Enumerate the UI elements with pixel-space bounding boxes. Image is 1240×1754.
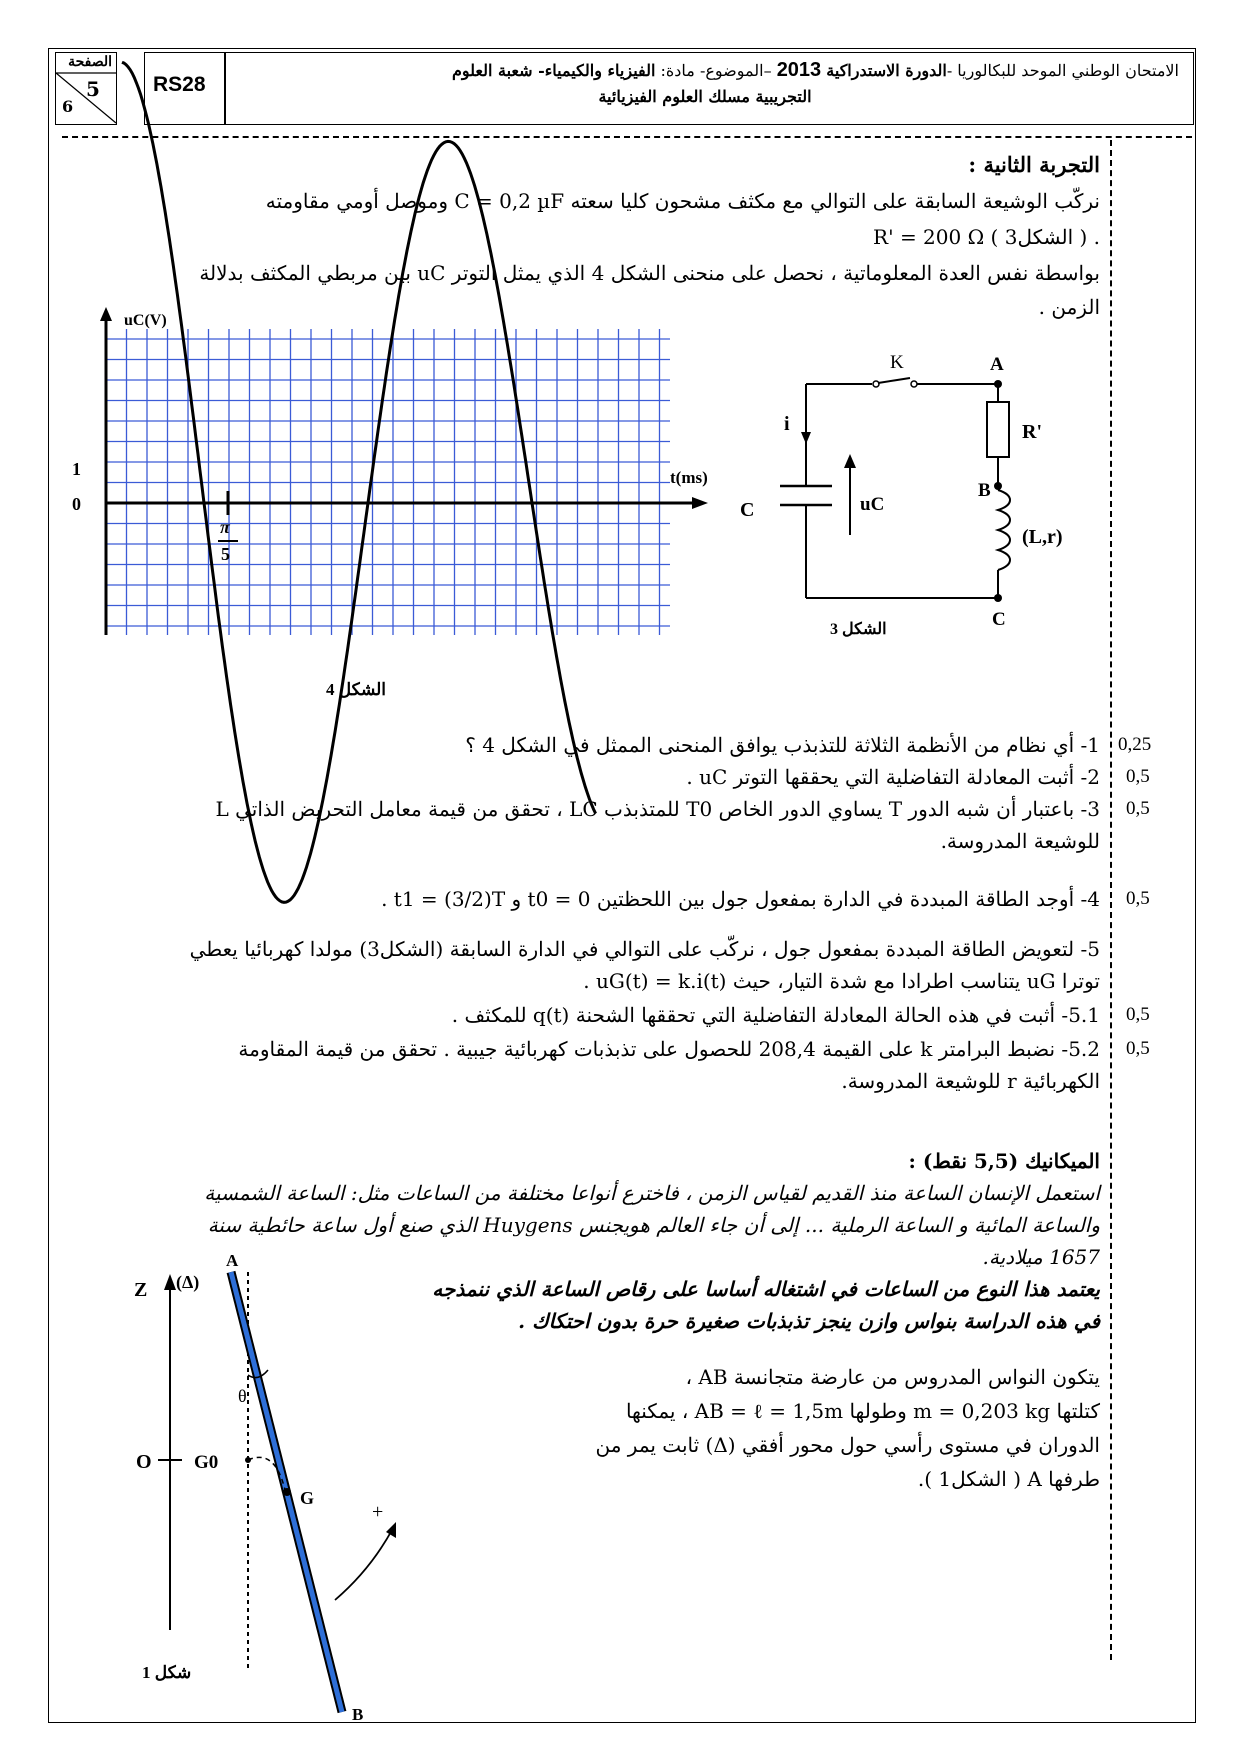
- uC-arrow-head: [844, 454, 856, 468]
- mechanics-desc-line2: كتلتها m = 0,203 kg وطولها AB = ℓ = 1,5m ، يمكنها: [625, 1399, 1100, 1423]
- mechanics-intro-line1: استعمل الإنسان الساعة منذ القديم لقياس الزمن ، فاخترع أنواعا مختلفة من الساعات مثل: الساعة الشمسية: [204, 1181, 1100, 1205]
- figure1-pendulum: [130, 1250, 550, 1724]
- exam-session: الدورة الاستدراكية: [826, 61, 947, 80]
- exam-code-box: [144, 52, 226, 125]
- experiment-para2-line2: الزمن .: [1038, 295, 1100, 319]
- resistor-R: [987, 402, 1009, 457]
- switch-contact-right: [911, 381, 917, 387]
- question-score: 0,5: [1126, 766, 1150, 787]
- page-number-diagonal: [56, 73, 116, 125]
- question-text: 5.2- نضبط البرامتر k على القيمة 208,4 للحصول على تذبذبات كهربائية جيبية . تحقق من قيمة المقاومة: [238, 1037, 1100, 1061]
- Z-axis-arrow: [164, 1274, 176, 1290]
- label-theta: θ: [238, 1386, 247, 1406]
- figure4-chart: [70, 305, 720, 715]
- question-score: 0,25: [1118, 734, 1152, 755]
- label-A: A: [990, 354, 1004, 375]
- exam-code: RS28: [153, 73, 206, 96]
- question-score: 0,5: [1126, 1038, 1150, 1059]
- question-text: 4- أوجد الطاقة المبددة في الدارة بمفعول جول بين اللحظتين t0 = 0 و t1 = (3/2)T .: [381, 887, 1100, 911]
- margin-separator: [1110, 140, 1112, 1660]
- label-C-cap: C: [740, 499, 755, 521]
- question-score: 0,5: [1126, 888, 1150, 909]
- mechanics-desc-line4: طرفها A ( الشكل1 ).: [917, 1467, 1100, 1491]
- label-i: i: [784, 413, 790, 435]
- exam-title-line1: [452, 59, 1179, 82]
- figure3-circuit: [730, 340, 1100, 645]
- page-label: الصفحة: [68, 54, 112, 70]
- label-C-node: C: [992, 609, 1006, 630]
- mechanics-title: الميكانيك (5,5 نقط) :: [908, 1149, 1100, 1173]
- label-B: B: [978, 480, 991, 501]
- label-uC: uC: [860, 494, 885, 515]
- question-text: 5- لتعويض الطاقة المبددة بمفعول جول ، نركّب على التوالي في الدارة السابقة (الشكل3) مولدا كهربائيا يعطي: [189, 937, 1100, 961]
- question-text: توترا uG يتناسب اطرادا مع شدة التيار، حيث uG(t) = k.i(t) .: [583, 969, 1100, 993]
- rotation-arrow-head: [386, 1522, 396, 1538]
- label-G: G: [300, 1488, 315, 1508]
- node-B: [994, 482, 1002, 490]
- mechanics-model-line2: في هذه الدراسة بنواس وازن ينجز تذبذبات صغيرة حرة بدون احتكاك .: [518, 1309, 1100, 1333]
- exam-title-box: [224, 52, 1194, 125]
- question-score: 0,5: [1126, 1004, 1150, 1025]
- mechanics-intro-line2: والساعة المائية و الساعة الرملية ... إلى أن جاء العالم هويجنس Huygens الذي صنع أول ساعة حائطية سنة: [207, 1213, 1100, 1237]
- page-number: 5: [86, 77, 100, 101]
- figure4-caption: الشكل 4: [325, 680, 387, 699]
- figure4-grid: [106, 329, 670, 635]
- figure4-x-arrow: [692, 497, 708, 509]
- question-text: 5.1- أثبت في هذه الحالة المعادلة التفاضلية التي تحققها الشحنة q(t) للمكثف .: [451, 1003, 1100, 1027]
- mechanics-desc-line3: الدوران في مستوى رأسي حول محور أفقي (Δ) ثابت يمر من: [595, 1433, 1100, 1457]
- coil-L: [998, 490, 1010, 570]
- label-delta: (Δ): [176, 1272, 200, 1292]
- figure4-tick-5: 5: [221, 544, 230, 564]
- experiment-para1-line2: R' = 200 Ω ( الشكل3 ) .: [873, 225, 1100, 249]
- question-text: 2- أثبت المعادلة التفاضلية التي يحققها التوتر uC .: [686, 765, 1100, 789]
- label-Lr: (L,r): [1022, 526, 1063, 548]
- exam-title-line2: التجريبية مسلك العلوم الفيزيائية: [598, 87, 812, 106]
- label-R: R': [1022, 421, 1042, 443]
- experiment-para2-line1: بواسطة نفس العدة المعلوماتية ، نحصل على منحنى الشكل 4 الذي يمثل التوتر uC بين مربطي المكثف بدلالة: [199, 261, 1100, 285]
- label-B: B: [352, 1705, 364, 1724]
- experiment-para1-line1: نركّب الوشيعة السابقة على التوالي مع مكثف مشحون كليا سعته C = 0,2 µF وموصل أومي مقاومته: [265, 189, 1100, 213]
- exam-year: 2013: [776, 59, 822, 81]
- figure1-caption: شكل 1: [142, 1663, 192, 1682]
- figure4-ylabel: uC(V): [124, 312, 167, 329]
- label-plus: +: [372, 1501, 384, 1523]
- exam-title-part3: –الموضوع- مادة:: [655, 61, 772, 80]
- figure4-xlabel: t(ms): [670, 468, 708, 487]
- question-text: للوشيعة المدروسة.: [940, 829, 1100, 853]
- label-O: O: [136, 1451, 152, 1473]
- experiment-title: التجربة الثانية :: [968, 152, 1100, 177]
- switch-K: [878, 378, 910, 383]
- question-text: الكهربائية r للوشيعة المدروسة.: [841, 1069, 1100, 1093]
- figure4-tick-0: 0: [72, 494, 81, 514]
- current-arrow-head: [801, 432, 811, 444]
- switch-contact-left: [873, 381, 879, 387]
- figure4-tick-pi: π: [220, 517, 230, 537]
- question-text: 1- أي نظام من الأنظمة الثلاثة للتذبذب يوافق المنحنى الممثل في الشكل 4 ؟: [465, 733, 1100, 757]
- question-score: 0,5: [1126, 798, 1150, 819]
- figure4-y-arrow: [100, 307, 112, 321]
- header-separator: [62, 136, 1192, 138]
- rotation-arrow: [335, 1530, 392, 1600]
- label-G0: G0: [194, 1452, 219, 1473]
- mechanics-intro-line3: 1657 ميلادية.: [982, 1245, 1100, 1269]
- exam-subject: الفيزياء والكيمياء- شعبة العلوم: [451, 61, 656, 80]
- mechanics-desc-line1: يتكون النواس المدروس من عارضة متجانسة AB ،: [685, 1365, 1100, 1389]
- figure4-tick-1: 1: [72, 459, 81, 479]
- figure3-caption: الشكل 3: [830, 621, 887, 638]
- page-number-box: [55, 52, 117, 125]
- page-total: 6: [62, 97, 74, 116]
- label-A: A: [226, 1251, 239, 1270]
- question-text: 3- باعتبار أن شبه الدور T يساوي الدور الخاص T0 للمتذبذب LC ، تحقق من قيمة معامل التحريض الذاتي L: [215, 797, 1100, 821]
- mechanics-model-line1: يعتمد هذا النوع من الساعات في اشتغاله أساسا على رقاص الساعة الذي ننمذجه: [432, 1277, 1100, 1301]
- exam-title-part1: الامتحان الوطني الموحد للبكالوريا -: [946, 61, 1179, 80]
- label-Z: Z: [134, 1279, 148, 1301]
- label-K: K: [890, 352, 904, 373]
